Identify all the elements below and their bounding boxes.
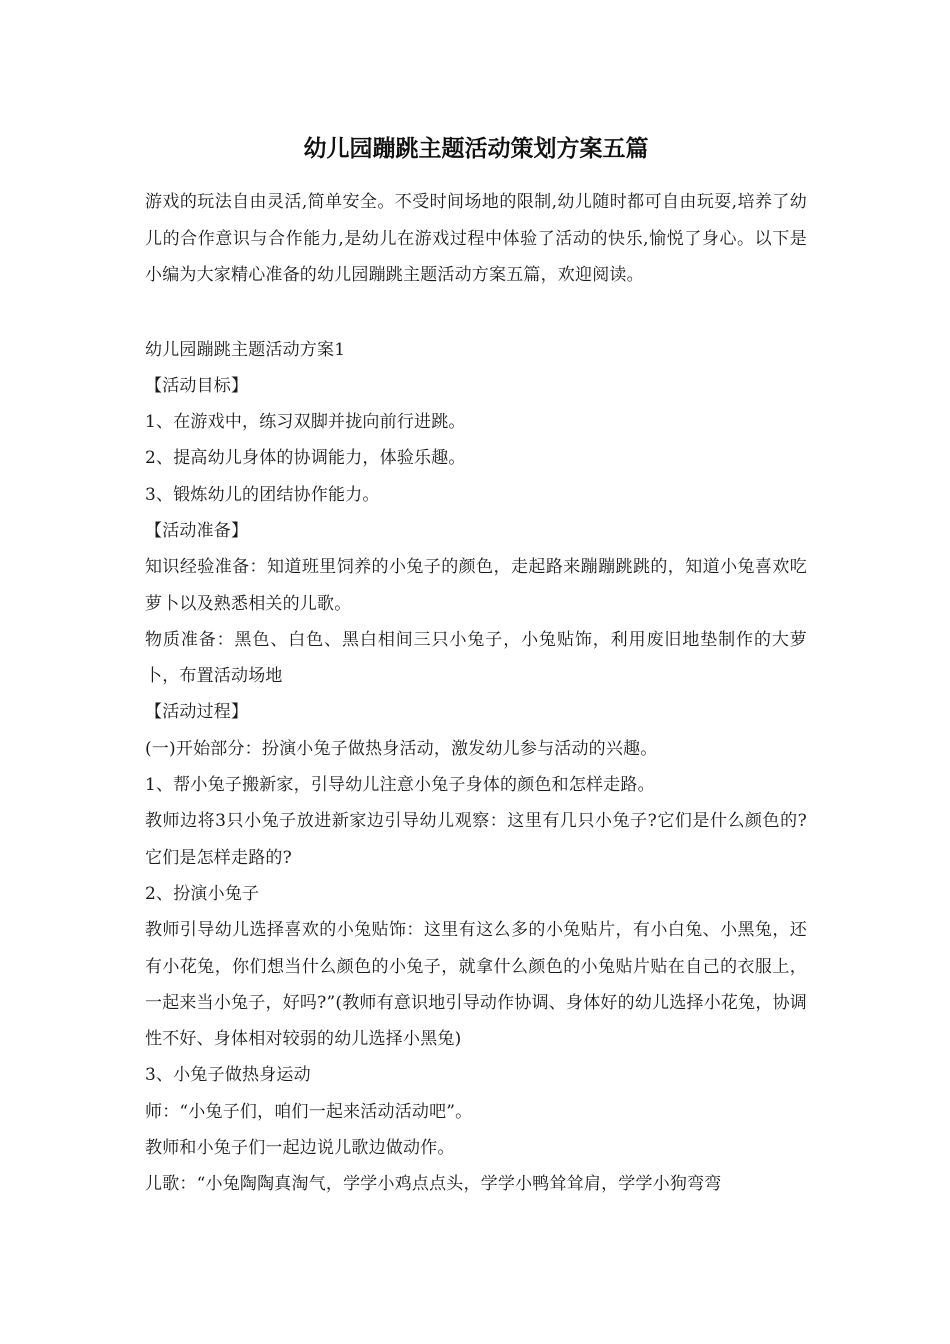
document-content [145, 128, 807, 1203]
process-paragraph: 教师边将3只小兔子放进新家边引导幼儿观察：这里有几只小兔子?它们是什么颜色的?它们是怎样走路的? [145, 811, 807, 868]
process-paragraph: 教师引导幼儿选择喜欢的小兔贴饰：这里有这么多的小兔贴片，有小白兔、小黑兔，还有小花兔，你们想当什么颜色的小兔子，就拿什么颜色的小兔贴片贴在自己的衣服上，一起来当小兔子，好吗?”(教师有意识地引导动作协调、身体好的幼儿选择小花兔，协调性不好、身体相对较弱的幼儿选择小黑兔) [145, 920, 807, 1050]
goal-item: 3、锻炼幼儿的团结协作能力。 [145, 484, 380, 505]
subheading-preparation: 【活动准备】 [145, 520, 249, 541]
section-heading: 幼儿园蹦跳主题活动方案1 [145, 339, 346, 360]
document-title: 幼儿园蹦跳主题活动策划方案五篇 [303, 135, 649, 162]
process-step: 3、小兔子做热身运动 [145, 1065, 311, 1086]
goal-item: 1、在游戏中，练习双脚并拢向前行进跳。 [145, 412, 466, 433]
process-paragraph: 教师和小兔子们一起边说儿歌边做动作。 [145, 1138, 455, 1159]
goal-item: 2、提高幼儿身体的协调能力，体验乐趣。 [145, 448, 466, 469]
paragraph-gap [145, 294, 807, 332]
process-step: 1、帮小兔子搬新家，引导幼儿注意小兔子身体的颜色和怎样走路。 [145, 775, 655, 796]
intro-paragraph: 游戏的玩法自由灵活,简单安全。不受时间场地的限制,幼儿随时都可自由玩耍,培养了幼儿的合作意识与合作能力,是幼儿在游戏过程中体验了活动的快乐,愉悦了身心。以下是小编为大家精心准备的幼儿园蹦跳主题活动方案五篇，欢迎阅读。 [145, 192, 807, 285]
process-part-one: (一)开始部分：扮演小兔子做热身活动，激发幼儿参与活动的兴趣。 [145, 738, 658, 759]
process-step: 2、扮演小兔子 [145, 883, 260, 904]
preparation-materials: 物质准备：黑色、白色、黑白相间三只小兔子，小兔贴饰，利用废旧地垫制作的大萝卜，布置活动场地 [145, 629, 807, 687]
nursery-rhyme: 儿歌：“小兔陶陶真淘气，学学小鸡点点头，学学小鸭耸耸肩，学学小狗弯弯 [145, 1174, 722, 1195]
process-paragraph: 师：“小兔子们，咱们一起来活动活动吧”。 [145, 1101, 473, 1122]
subheading-process: 【活动过程】 [145, 702, 249, 723]
preparation-knowledge: 知识经验准备：知道班里饲养的小兔子的颜色，走起路来蹦蹦跳跳的，知道小兔喜欢吃萝卜以及熟悉相关的儿歌。 [145, 557, 807, 614]
subheading-goals: 【活动目标】 [145, 375, 249, 396]
